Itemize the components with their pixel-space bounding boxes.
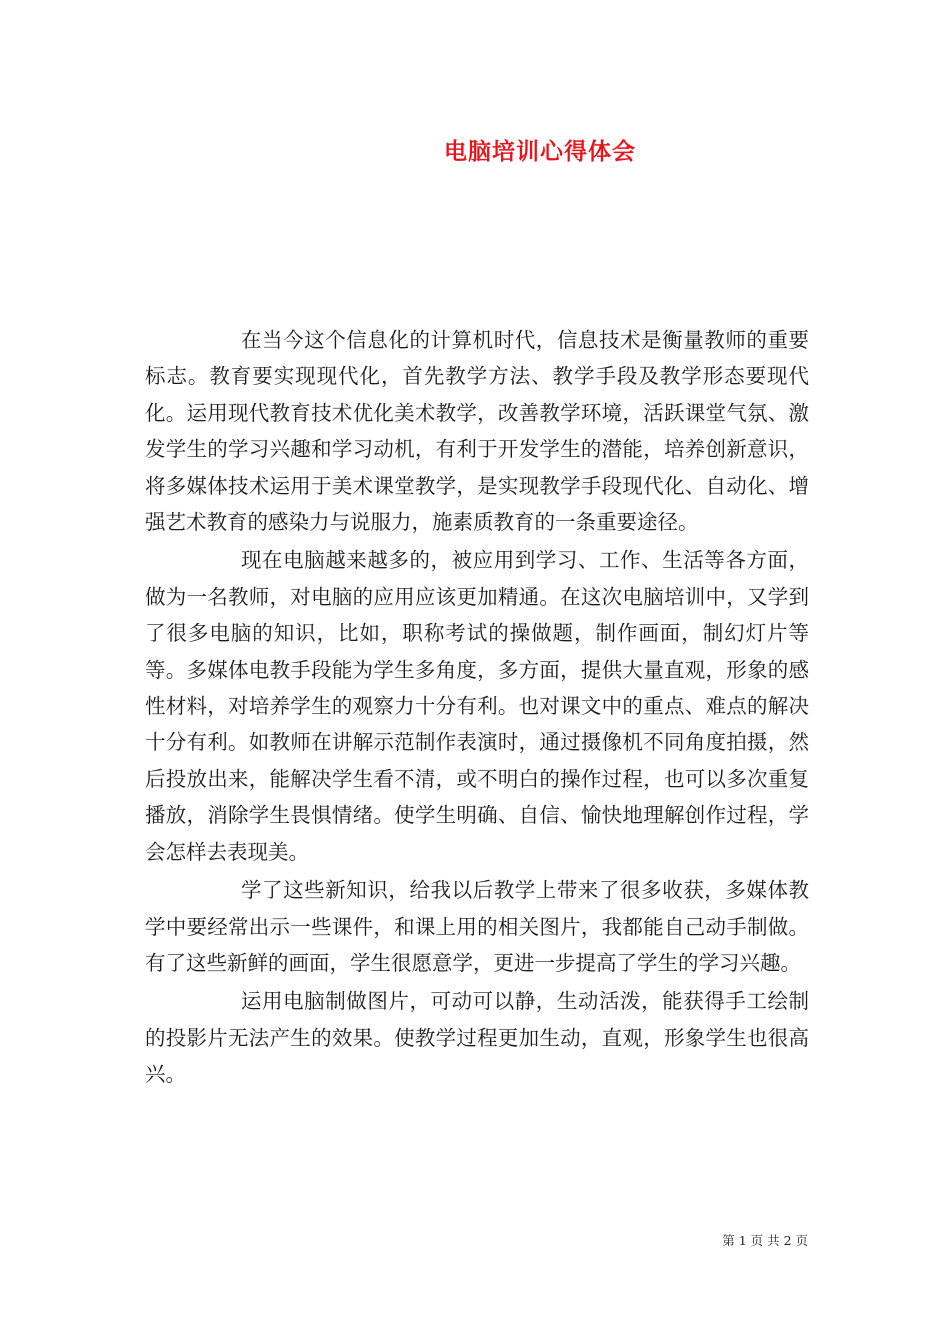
page-number-footer: 第 1 页 共 2 页 — [722, 1233, 808, 1248]
document-body — [145, 322, 809, 1093]
document-title: 电脑培训心得体会 — [444, 138, 636, 165]
paragraph-4: 运用电脑制做图片，可动可以静，生动活泼，能获得手工绘制的投影片无法产生的效果。使教学过程更加生动，直观，形象学生也很高兴。 — [145, 989, 809, 1087]
paragraph-1: 在当今这个信息化的计算机时代，信息技术是衡量教师的重要标志。教育要实现现代化，首先教学方法、教学手段及教学形态要现代化。运用现代教育技术优化美术教学，改善教学环境，活跃课堂气氛、激发学生的学习兴趣和学习动机，有利于开发学生的潜能，培养创新意识，将多媒体技术运用于美术课堂教学，是实现教学手段现代化、自动化、增强艺术教育的感染力与说服力，施素质教育的一条重要途径。 — [145, 328, 809, 535]
paragraph-2: 现在电脑越来越多的，被应用到学习、工作、生活等各方面，做为一名教师，对电脑的应用应该更加精通。在这次电脑培训中，又学到了很多电脑的知识，比如，职称考试的操做题，制作画面，制幻灯片等等。多媒体电教手段能为学生多角度，多方面，提供大量直观，形象的感性材料，对培养学生的观察力十分有利。也对课文中的重点、难点的解决十分有利。如教师在讲解示范制作表演时，通过摄像机不同角度拍摄，然后投放出来，能解决学生看不清，或不明白的操作过程，也可以多次重复播放，消除学生畏惧情绪。使学生明确、自信、愉快地理解创作过程，学会怎样去表现美。 — [145, 548, 809, 864]
paragraph-3: 学了这些新知识，给我以后教学上带来了很多收获，多媒体教学中要经常出示一些课件，和课上用的相关图片，我都能自己动手制做。有了这些新鲜的画面，学生很愿意学，更进一步提高了学生的学习兴趣。 — [145, 878, 809, 975]
